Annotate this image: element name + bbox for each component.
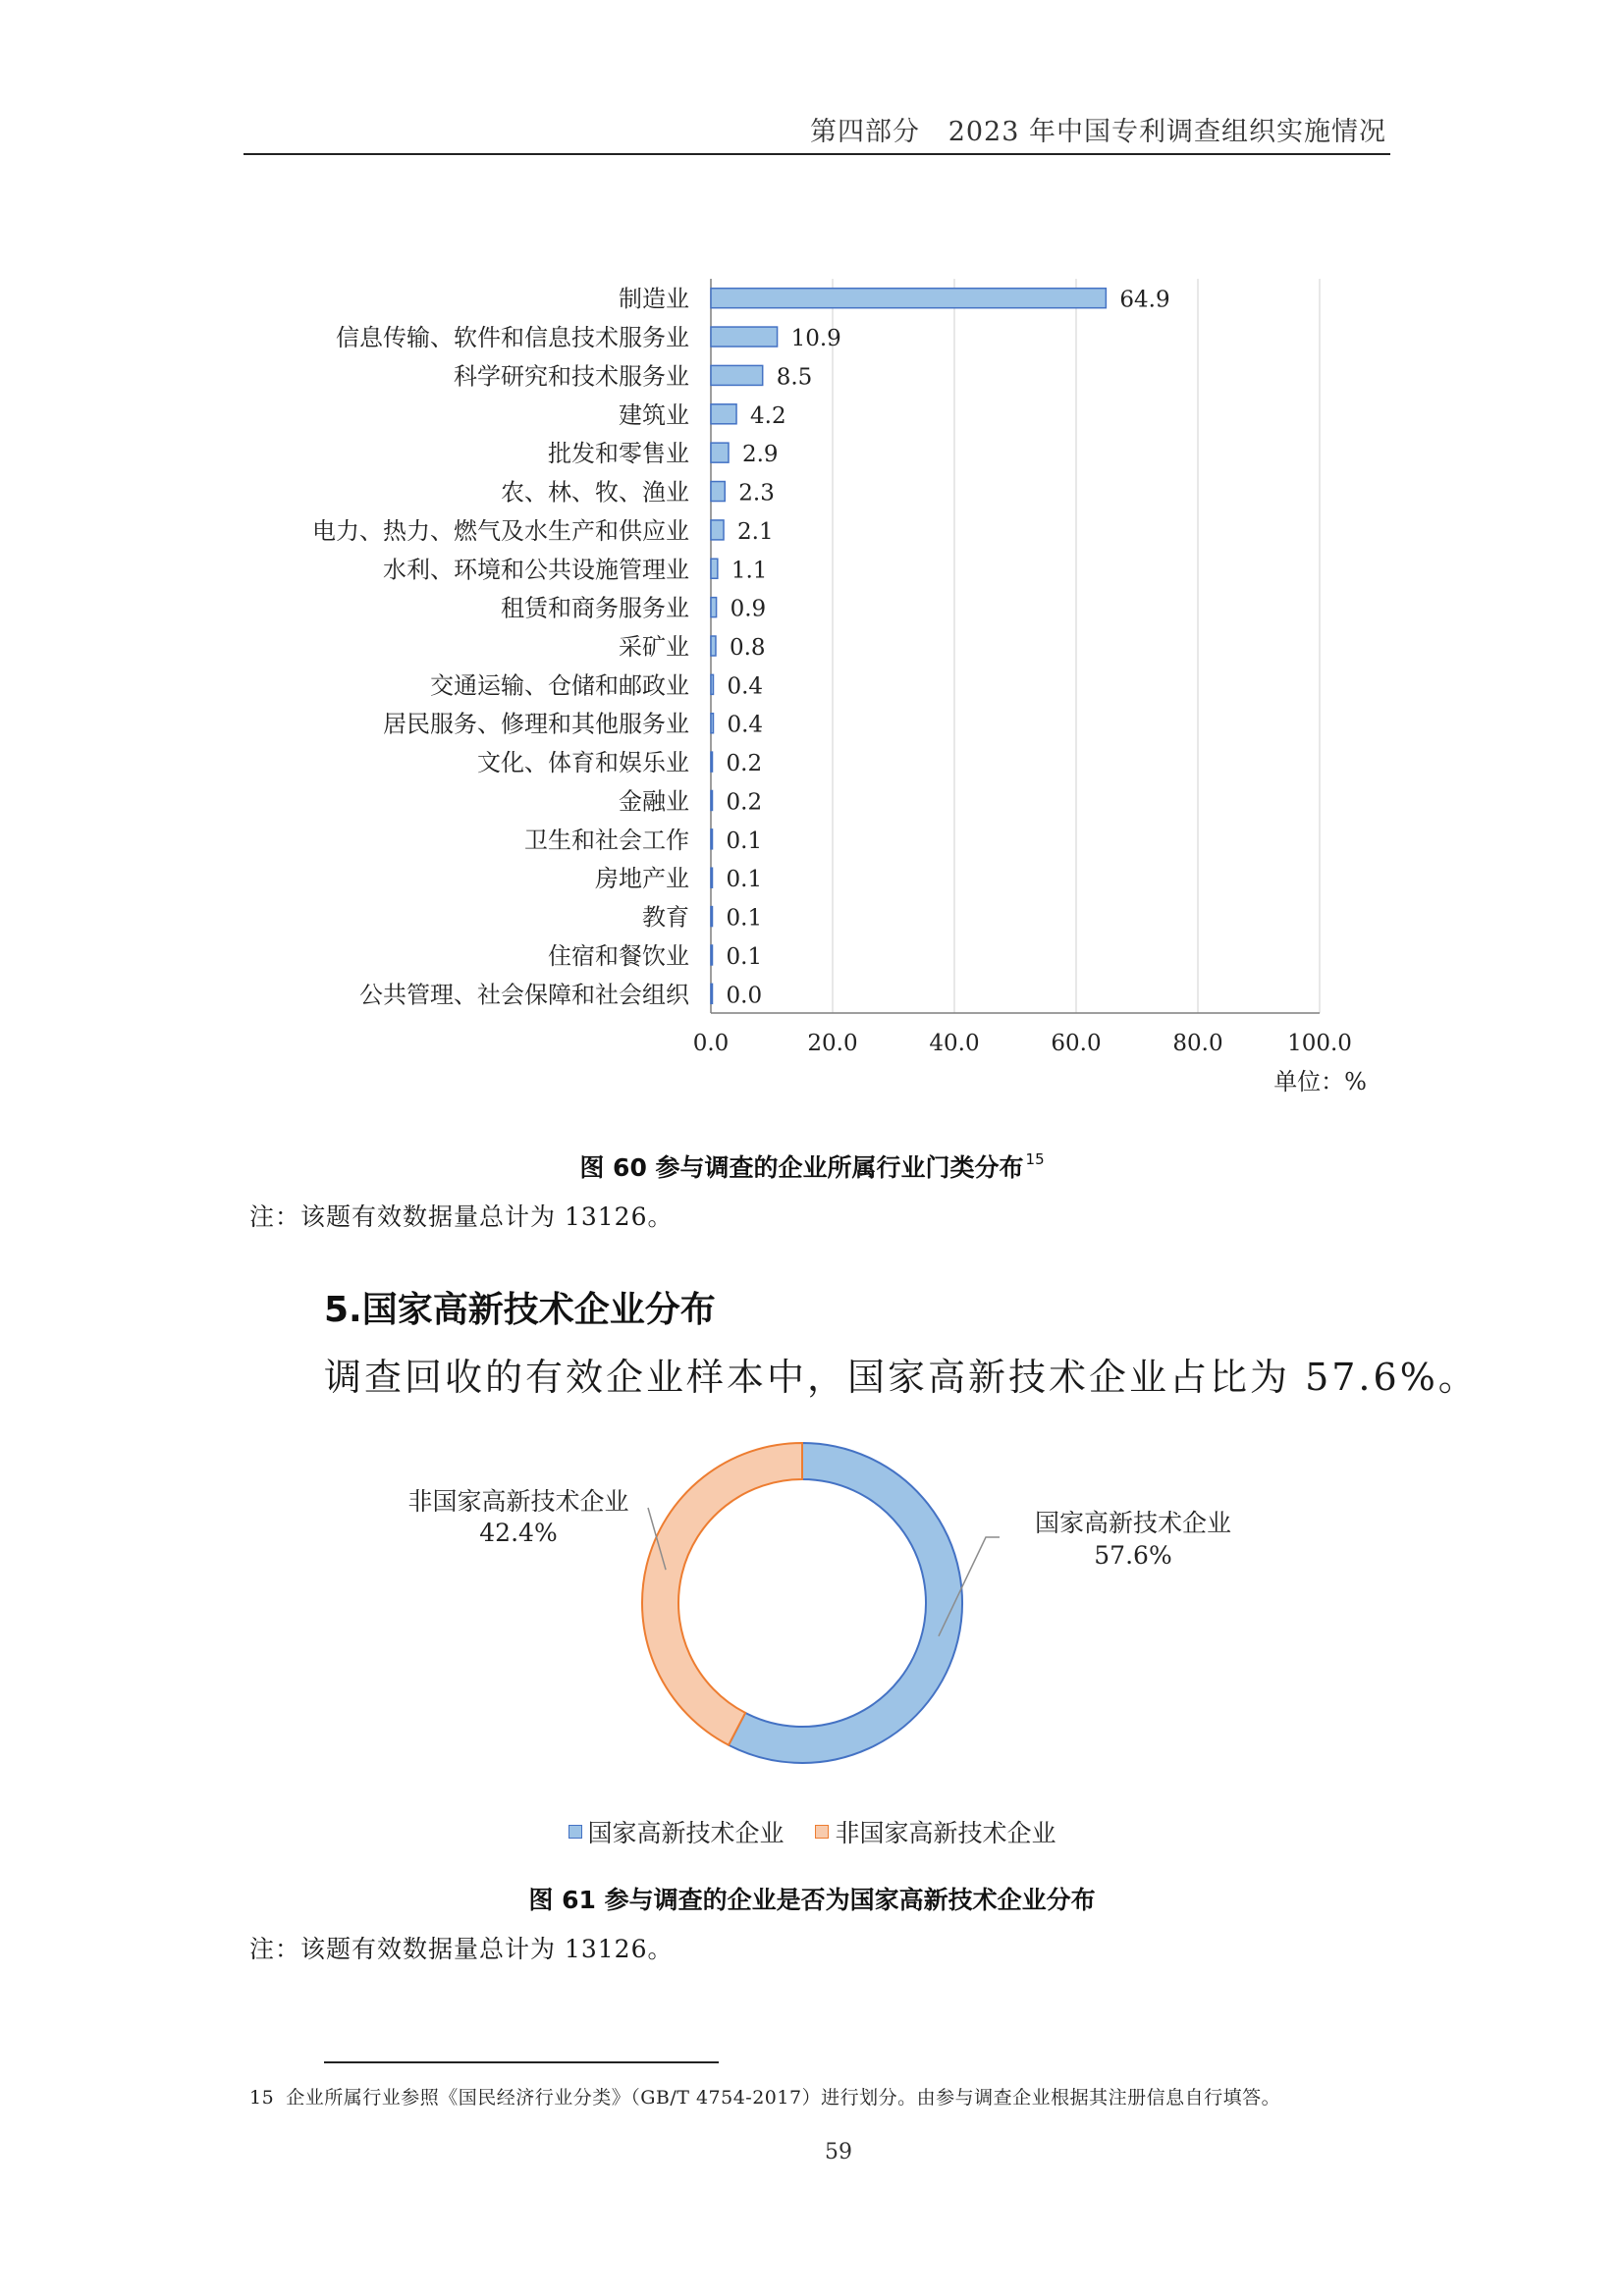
legend-label-high-tech: 国家高新技术企业 bbox=[587, 1819, 785, 1847]
x-tick-label: 20.0 bbox=[807, 1031, 858, 1056]
unit-label: 单位：% bbox=[1273, 1068, 1367, 1095]
category-label: 卫生和社会工作 bbox=[524, 826, 689, 854]
figure-61-caption: 图 61 参与调查的企业是否为国家高新技术企业分布 bbox=[528, 1886, 1096, 1914]
value-label: 0.0 bbox=[726, 983, 763, 1009]
donut-label-non-high-tech-name: 非国家高新技术企业 bbox=[407, 1487, 629, 1516]
category-label: 住宿和餐饮业 bbox=[548, 941, 689, 970]
legend-item-non-high-tech bbox=[815, 1814, 1056, 1849]
value-label: 0.4 bbox=[727, 673, 764, 700]
footnote bbox=[249, 2083, 1280, 2109]
figure-60-caption-text: 图 60 参与调查的企业所属行业门类分布 bbox=[579, 1153, 1024, 1182]
value-label: 0.1 bbox=[726, 828, 763, 854]
value-label: 0.2 bbox=[726, 751, 763, 777]
value-label: 0.1 bbox=[726, 867, 763, 893]
category-label: 批发和零售业 bbox=[548, 440, 689, 468]
legend-item-high-tech bbox=[568, 1814, 785, 1849]
category-label: 交通运输、仓储和邮政业 bbox=[430, 671, 689, 700]
category-label: 水利、环境和公共设施管理业 bbox=[383, 556, 689, 584]
value-label: 1.1 bbox=[731, 558, 768, 584]
footnote-text: 企业所属行业参照《国民经济行业分类》（GB/T 4754-2017）进行划分。由参与调查企业根据其注册信息自行填答。 bbox=[286, 2087, 1281, 2109]
category-label: 金融业 bbox=[619, 787, 689, 816]
x-tick-label: 80.0 bbox=[1172, 1031, 1223, 1056]
value-label: 10.9 bbox=[790, 326, 841, 352]
x-tick-label: 60.0 bbox=[1051, 1031, 1102, 1056]
section-body: 调查回收的有效企业样本中，国家高新技术企业占比为 57.6%。 bbox=[324, 1356, 1479, 1399]
footnote-rule bbox=[324, 2061, 719, 2063]
donut-label-non-high-tech-value: 42.4% bbox=[479, 1519, 558, 1547]
section-title: 5.国家高新技术企业分布 bbox=[324, 1290, 716, 1330]
figure-60-note: 注：该题有效数据量总计为 13126。 bbox=[249, 1202, 674, 1231]
value-label: 64.9 bbox=[1119, 287, 1170, 313]
value-label: 0.9 bbox=[730, 596, 767, 622]
value-label: 0.4 bbox=[727, 712, 764, 738]
value-label: 2.3 bbox=[738, 480, 775, 507]
figure-61-note: 注：该题有效数据量总计为 13126。 bbox=[249, 1935, 674, 1963]
category-label: 租赁和商务服务业 bbox=[501, 594, 689, 622]
category-label: 文化、体育和娱乐业 bbox=[477, 749, 689, 777]
category-label: 居民服务、修理和其他服务业 bbox=[383, 710, 689, 738]
value-label: 0.2 bbox=[726, 789, 763, 816]
donut-legend bbox=[0, 1814, 1624, 1849]
legend-swatch-non-high-tech bbox=[815, 1825, 829, 1839]
category-label: 制造业 bbox=[619, 285, 689, 313]
value-label: 0.1 bbox=[726, 905, 763, 932]
donut-slice-non-high-tech bbox=[642, 1443, 802, 1745]
value-label: 8.5 bbox=[776, 364, 813, 391]
value-label: 4.2 bbox=[750, 402, 786, 429]
category-label: 信息传输、软件和信息技术服务业 bbox=[336, 324, 689, 352]
donut-label-high-tech-value: 57.6% bbox=[1094, 1541, 1172, 1570]
header-title: 2023 年中国专利调查组织实施情况 bbox=[947, 117, 1386, 147]
donut-label-high-tech-name: 国家高新技术企业 bbox=[1034, 1509, 1232, 1537]
category-label: 建筑业 bbox=[619, 400, 689, 429]
legend-swatch-high-tech bbox=[568, 1825, 582, 1839]
category-label: 教育 bbox=[642, 903, 689, 932]
x-tick-label: 0.0 bbox=[692, 1031, 730, 1056]
category-label: 房地产业 bbox=[595, 865, 689, 893]
x-tick-label: 100.0 bbox=[1287, 1031, 1352, 1056]
value-label: 0.1 bbox=[726, 943, 763, 970]
legend-label-non-high-tech: 非国家高新技术企业 bbox=[835, 1819, 1056, 1847]
value-label: 0.8 bbox=[729, 635, 766, 661]
x-tick-label: 40.0 bbox=[929, 1031, 980, 1056]
footnote-number: 15 bbox=[249, 2087, 275, 2109]
value-label: 2.9 bbox=[741, 442, 779, 468]
footnote-ref-15[interactable]: 15 bbox=[1025, 1150, 1045, 1168]
value-label: 2.1 bbox=[737, 518, 774, 545]
page-number: 59 bbox=[825, 2140, 852, 2164]
donut-slice-high-tech bbox=[729, 1443, 962, 1763]
category-label: 电力、热力、燃气及水生产和供应业 bbox=[312, 516, 689, 545]
category-label: 采矿业 bbox=[619, 633, 689, 661]
header-part: 第四部分 bbox=[809, 117, 920, 147]
category-label: 科学研究和技术服务业 bbox=[454, 362, 689, 391]
category-label: 农、林、牧、渔业 bbox=[501, 478, 689, 507]
category-label: 公共管理、社会保障和社会组织 bbox=[359, 981, 689, 1009]
